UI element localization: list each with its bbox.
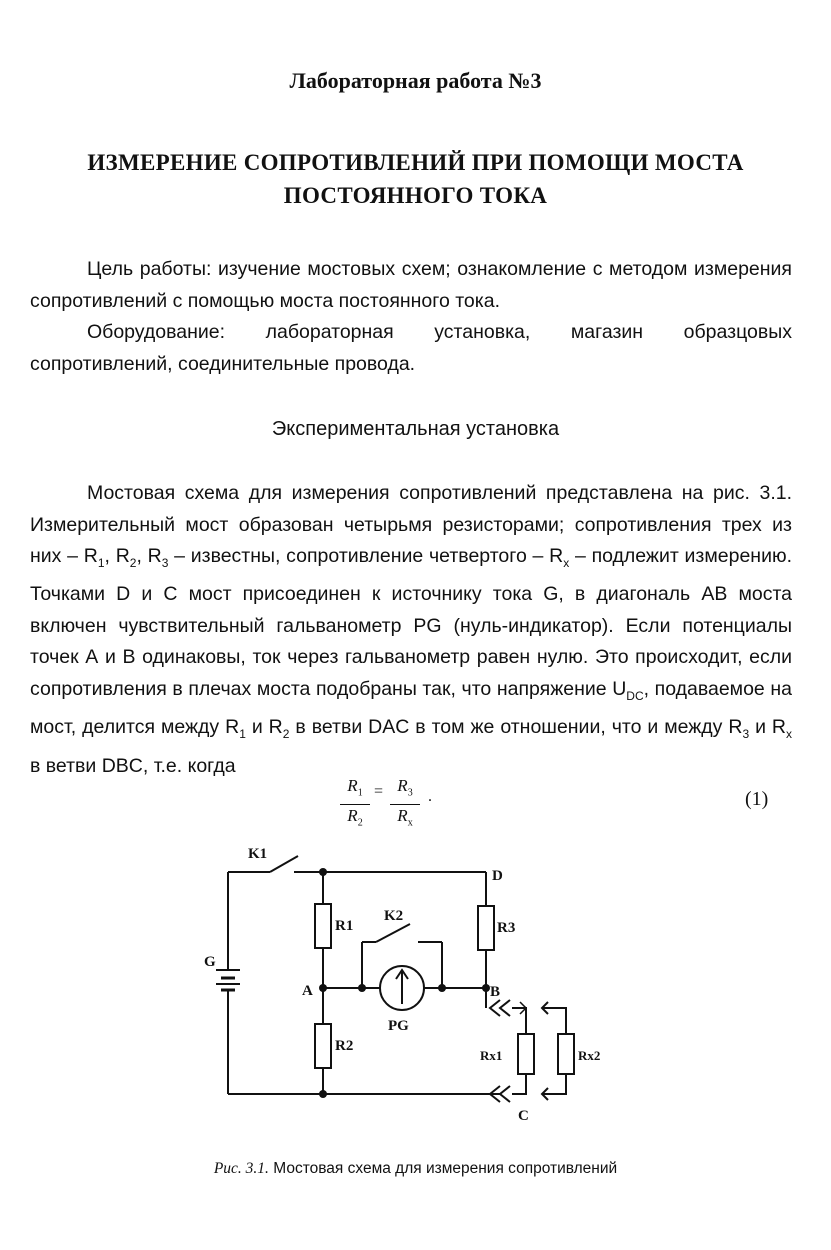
b-plug-2 [500, 1000, 510, 1016]
c-plug-2 [500, 1086, 510, 1102]
description-block [30, 478, 792, 782]
switch-k2 [376, 924, 410, 942]
para-text-4: , подаваемое на мост, делится между [30, 677, 792, 739]
label-rx1: Rx1 [480, 1048, 503, 1063]
lab-title: Лабораторная работа №3 [289, 68, 542, 93]
formula-period: . [428, 788, 432, 805]
label-r1: R1 [335, 918, 354, 934]
caption-label: Рис. 3.1. [213, 1160, 269, 1177]
formula-number: (1) [745, 788, 769, 810]
label-k1: K1 [248, 846, 268, 862]
description-paragraph: Мостовая схема для измерения сопротивлений представлена на рис. 3.1. Измерительный мост образован четырьмя резисторами; сопротивления трех из них – $R_1$, $R_2$, $R_3$ – известны, сопротивление четвертого – $R_x$ – подлежит измерению. Точками D и С мост присоединен к источнику тока G, в диагональ АВ моста включен чувствительный гальванометр PG (нуль-индикатор). Если потенциалы точек А и В одинаковы, ток через гальванометр равен нулю. Это происходит, если сопротивления в плечах моста подобраны так, что напряжение $U_{DC}$, подаваемое на мост, делится между $R_1$ и $R_2$ в ветви DAC в том же отношении, что и между $R_3$ и $R_x$ в ветви DBC, т.е. когда [30, 482, 793, 777]
fraction-r1-r2: $\frac{R_1}{R_2}$ [340, 776, 370, 835]
figure-caption [0, 1160, 831, 1178]
resistor-r1 [315, 904, 331, 948]
fraction-r3-rx: $\frac{R_3}{R_x}$ [390, 776, 420, 835]
label-r3: R3 [497, 920, 516, 936]
main-title [60, 146, 771, 212]
bridge-circuit-diagram [190, 838, 620, 1138]
equipment-paragraph: Оборудование: лабораторная установка, магазин образцовых сопротивлений, соединительные провода. [30, 321, 792, 375]
goal-paragraph: Цель работы: изучение мостовых схем; ознакомление с методом измерения сопротивлений с помощью моста постоянного тока. [30, 258, 792, 312]
switch-k1 [270, 856, 298, 872]
intro-block [30, 254, 792, 380]
label-c: C [518, 1108, 529, 1124]
resistor-rx2 [558, 1034, 574, 1074]
label-rx2: Rx2 [578, 1048, 601, 1063]
para-text-6: в ветви DBC, т.е. когда [30, 754, 236, 777]
para-text-2: – известны, сопротивление четвертого – [168, 545, 550, 567]
label-pg: PG [388, 1018, 409, 1034]
rx1-wire-top [512, 1008, 526, 1034]
para-text-1: Мостовая схема для измерения сопротивлений представлена на рис. 3.1. Измерительный мост образован четырьмя резисторами; сопротивления трех из них – [30, 482, 792, 567]
caption-text: Мостовая схема для измерения сопротивлений [268, 1160, 618, 1177]
section-heading: Экспериментальная установка [271, 418, 560, 440]
label-g: G [204, 954, 216, 970]
para-text-5: в ветви DAC в том же отношении, что и между [289, 716, 729, 739]
resistor-r2 [315, 1024, 331, 1068]
resistor-r3 [478, 906, 494, 950]
main-title-line2: ПОСТОЯННОГО ТОКА [283, 183, 548, 208]
rx1-wire-bottom [512, 1074, 526, 1094]
label-d: D [492, 868, 503, 884]
label-a: A [302, 983, 313, 999]
resistor-rx1 [518, 1034, 534, 1074]
junction-nodes [319, 868, 490, 1098]
formula-ratio [340, 770, 460, 830]
label-r2: R2 [335, 1038, 354, 1054]
label-b: B [490, 984, 501, 1000]
equals-sign: = [374, 783, 384, 800]
para-text-3: – подлежит измерению. Точками D и С мост присоединен к источнику тока G, в диагональ АВ моста включен чувствительный гальванометр PG (нуль-индикатор). Если потенциалы точек А и В одинаковы, ток через гальванометр равен нулю. Это происходит, если сопротивления в плечах моста подобраны так, что напряжение [30, 545, 793, 700]
main-title-line1: ИЗМЕРЕНИЕ СОПРОТИВЛЕНИЙ ПРИ ПОМОЩИ МОСТА [87, 150, 744, 175]
label-k2: K2 [384, 908, 404, 924]
